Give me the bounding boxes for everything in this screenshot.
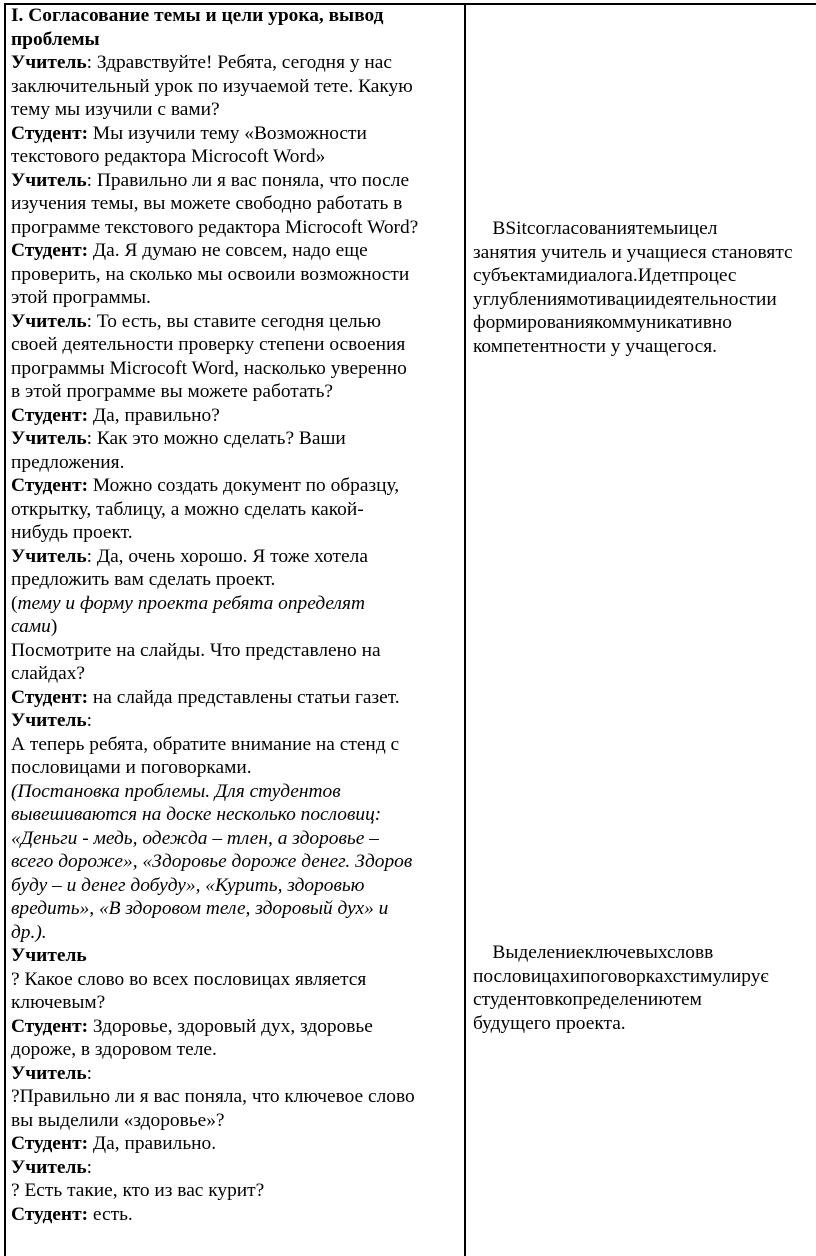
commentary-line: [473, 335, 816, 359]
dialogue-line: [11, 1179, 459, 1203]
dialogue-line: [11, 1156, 459, 1180]
commentary-word: В: [473, 218, 506, 239]
dialogue-text: Да. Я думаю не совсем, надо еще: [88, 240, 368, 261]
speaker-label: Учитель: [11, 169, 87, 191]
speaker-label: Студент:: [11, 1015, 89, 1037]
speaker-label: Студент:: [11, 1133, 89, 1154]
commentary-word: в: [704, 942, 714, 963]
dialogue-line: [11, 850, 459, 874]
dialogue-text: программе текстового редактора Microcoft Word?: [11, 216, 419, 238]
dialogue-text: тему мы изучили с вами?: [11, 99, 220, 120]
italic-note: вывешиваются на доске несколько пословиц:: [11, 804, 382, 825]
dialogue-line: [11, 4, 459, 28]
dialogue-line: [11, 827, 459, 851]
dialogue-line: [11, 286, 459, 310]
dialogue-line: [11, 733, 459, 757]
speaker-label: Студент:: [11, 404, 89, 426]
dialogue-line: [11, 1015, 459, 1039]
dialogue-text: Да, правильно?: [88, 404, 220, 426]
dialogue-text: : Здравствуйте! Ребята, сегодня у нас: [86, 52, 392, 73]
dialogue-text: : Как это можно сделать? Ваши: [86, 428, 346, 449]
table-column-divider: [464, 3, 466, 1256]
dialogue-text: предложить вам сделать проект.: [11, 569, 276, 590]
dialogue-text: проверить, на сколько мы освоили возможности: [11, 263, 410, 285]
dialogue-line: [11, 216, 459, 240]
dialogue-text: нибудь проект.: [11, 522, 133, 543]
dialogue-text: ): [50, 616, 58, 637]
dialogue-line: [11, 122, 459, 146]
dialogue-text: : Да, очень хорошо. Я тоже хотела: [86, 545, 368, 567]
dialogue-line: [11, 944, 459, 968]
dialogue-text: ? Какое слово во всех пословицах является: [11, 968, 367, 990]
speaker-label: Учитель: [11, 1156, 87, 1178]
speaker-label: Учитель: [11, 710, 87, 731]
dialogue-line: [11, 1203, 459, 1227]
commentary-word: будущего проекта.: [473, 1012, 626, 1034]
commentary-word: занятия учитель и учащиеся становятс: [473, 241, 793, 263]
speaker-label: Учитель: [11, 310, 87, 332]
dialogue-line: [11, 404, 459, 428]
dialogue-text: своей деятельности проверку степени освоения: [11, 334, 406, 355]
dialogue-text: открытку, таблицу, а можно сделать какой-: [11, 498, 364, 520]
commentary-word: компетентности у учащегося.: [473, 335, 717, 357]
speaker-label: проблемы: [11, 28, 100, 50]
dialogue-line: [11, 451, 459, 475]
dialogue-column: [11, 4, 459, 1226]
dialogue-text: изучения темы, вы можете свободно работать в: [11, 193, 403, 214]
dialogue-text: :: [86, 1062, 92, 1084]
dialogue-text: А теперь ребята, обратите внимание на стенд с: [11, 733, 400, 755]
commentary-word: Идет: [637, 265, 679, 286]
speaker-label: Студент:: [11, 686, 89, 708]
dialogue-line: [11, 169, 459, 193]
dialogue-text: программы Microcoft Word, насколько уверенно: [11, 357, 407, 379]
dialogue-line: [11, 545, 459, 569]
dialogue-line: [11, 874, 459, 898]
dialogue-line: [11, 1085, 459, 1109]
dialogue-line: [11, 192, 459, 216]
dialogue-line: [11, 991, 459, 1015]
dialogue-text: предложения.: [11, 451, 125, 473]
commentary-word: согласования: [526, 218, 636, 239]
italic-note: др.).: [11, 921, 47, 943]
commentary-word: пословицах: [473, 965, 570, 987]
commentary-word: Sit: [505, 218, 527, 239]
commentary-word: слов: [667, 942, 705, 963]
dialogue-text: есть.: [88, 1203, 133, 1225]
commentary-block-1: [473, 217, 816, 358]
italic-note: тему и форму проекта ребята определят: [17, 592, 365, 614]
italic-note: всего дороже», «Здоровье дороже денег. Здоров: [11, 851, 413, 872]
commentary-word: и: [569, 965, 581, 987]
dialogue-text: на слайда представлены статьи газет.: [88, 686, 400, 708]
dialogue-line: [11, 686, 459, 710]
italic-note: вредить», «В здоровом теле, здоровый дух» и: [11, 898, 389, 919]
commentary-line: [473, 1012, 816, 1036]
dialogue-text: Да, правильно.: [88, 1133, 217, 1154]
dialogue-text: пословицами и поговорками.: [11, 757, 252, 778]
dialogue-text: :: [86, 710, 92, 731]
commentary-word: диалога.: [567, 265, 638, 286]
commentary-word: деятельности: [655, 288, 767, 310]
dialogue-text: Посмотрите на слайды. Что представлено на: [11, 639, 381, 661]
dialogue-line: [11, 803, 459, 827]
dialogue-text: Мы изучили тему «Возможности: [88, 122, 367, 144]
dialogue-line: [11, 592, 459, 616]
dialogue-line: [11, 498, 459, 522]
commentary-word: процес: [678, 265, 737, 286]
commentary-word: субъектами: [473, 265, 568, 286]
commentary-line: [473, 311, 816, 335]
dialogue-line: [11, 968, 459, 992]
dialogue-text: ?Правильно ли я вас поняла, что ключевое слово: [11, 1086, 415, 1107]
speaker-label: I. Согласование темы и цели урока, вывод: [11, 5, 384, 26]
dialogue-line: [11, 897, 459, 921]
italic-note: (Постановка проблемы. Для студентов: [11, 780, 341, 802]
speaker-label: Студент:: [11, 475, 89, 496]
dialogue-text: слайдах?: [11, 663, 86, 684]
dialogue-line: [11, 709, 459, 733]
dialogue-text: (: [11, 592, 18, 614]
commentary-word: ключевых: [584, 942, 667, 963]
commentary-word: поговорках: [580, 965, 673, 987]
dialogue-line: [11, 28, 459, 52]
dialogue-text: дороже, в здоровом теле.: [11, 1039, 217, 1060]
dialogue-line: [11, 639, 459, 663]
commentary-word: темы: [635, 218, 679, 239]
commentary-line: [473, 941, 816, 965]
dialogue-text: : То есть, вы ставите сегодня целью: [86, 310, 381, 332]
dialogue-text: :: [86, 1156, 92, 1178]
dialogue-line: [11, 239, 459, 263]
commentary-word: формирования: [473, 312, 594, 333]
dialogue-line: [11, 756, 459, 780]
dialogue-line: [11, 780, 459, 804]
commentary-word: цел: [688, 218, 718, 239]
dialogue-line: [11, 1132, 459, 1156]
dialogue-line: [11, 662, 459, 686]
speaker-label: Учитель: [11, 1062, 87, 1084]
speaker-label: Учитель: [11, 428, 87, 449]
speaker-label: Учитель: [11, 52, 87, 73]
commentary-line: [473, 965, 816, 989]
table-border-left: [4, 3, 6, 1256]
dialogue-line: [11, 921, 459, 945]
dialogue-text: Здоровье, здоровый дух, здоровье: [88, 1015, 373, 1037]
commentary-word: мотивации: [566, 288, 656, 310]
dialogue-line: [11, 98, 459, 122]
dialogue-text: текстового редактора Microcoft Word»: [11, 146, 326, 167]
dialogue-line: [11, 427, 459, 451]
italic-note: сами: [11, 616, 51, 637]
commentary-word: и: [766, 288, 777, 310]
commentary-line: [473, 241, 816, 265]
dialogue-line: [11, 521, 459, 545]
dialogue-line: [11, 474, 459, 498]
commentary-word: тем: [672, 989, 702, 1010]
dialogue-line: [11, 568, 459, 592]
commentary-word: Выделение: [473, 942, 585, 963]
dialogue-text: в этой программе вы можете работать?: [11, 381, 334, 402]
dialogue-text: Можно создать документ по образцу,: [88, 475, 400, 496]
dialogue-text: ? Есть такие, кто из вас курит?: [11, 1180, 265, 1201]
commentary-line: [473, 217, 816, 241]
commentary-line: [473, 988, 816, 1012]
dialogue-text: заключительный урок по изучаемой тете. Какую: [11, 75, 413, 97]
italic-note: «Деньги - медь, одежда – тлен, а здоровье –: [11, 827, 379, 849]
commentary-word: коммуникативно: [593, 312, 732, 333]
dialogue-line: [11, 51, 459, 75]
dialogue-line: [11, 380, 459, 404]
dialogue-line: [11, 263, 459, 287]
commentary-block-2: [473, 941, 816, 1035]
commentary-line: [473, 288, 816, 312]
dialogue-line: [11, 615, 459, 639]
dialogue-line: [11, 357, 459, 381]
commentary-word: определению: [562, 989, 673, 1010]
italic-note: буду – и денег добуду», «Курить, здоровью: [11, 874, 365, 896]
commentary-word: и: [678, 218, 689, 239]
dialogue-text: этой программы.: [11, 287, 151, 308]
speaker-label: Студент:: [11, 122, 89, 144]
dialogue-line: [11, 1109, 459, 1133]
dialogue-line: [11, 310, 459, 334]
speaker-label: Учитель: [11, 945, 87, 966]
commentary-word: к: [554, 989, 563, 1010]
commentary-word: углубления: [473, 288, 567, 310]
speaker-label: Учитель: [11, 545, 87, 567]
dialogue-text: ключевым?: [11, 992, 106, 1013]
dialogue-line: [11, 145, 459, 169]
speaker-label: Студент:: [11, 1203, 89, 1225]
dialogue-line: [11, 1062, 459, 1086]
commentary-line: [473, 264, 816, 288]
dialogue-line: [11, 75, 459, 99]
dialogue-text: : Правильно ли я вас поняла, что после: [86, 169, 410, 191]
commentary-word: стимулирує: [672, 965, 769, 987]
speaker-label: Студент:: [11, 240, 89, 261]
dialogue-line: [11, 1038, 459, 1062]
dialogue-line: [11, 333, 459, 357]
commentary-word: студентов: [473, 989, 555, 1010]
dialogue-text: вы выделили «здоровье»?: [11, 1109, 225, 1131]
